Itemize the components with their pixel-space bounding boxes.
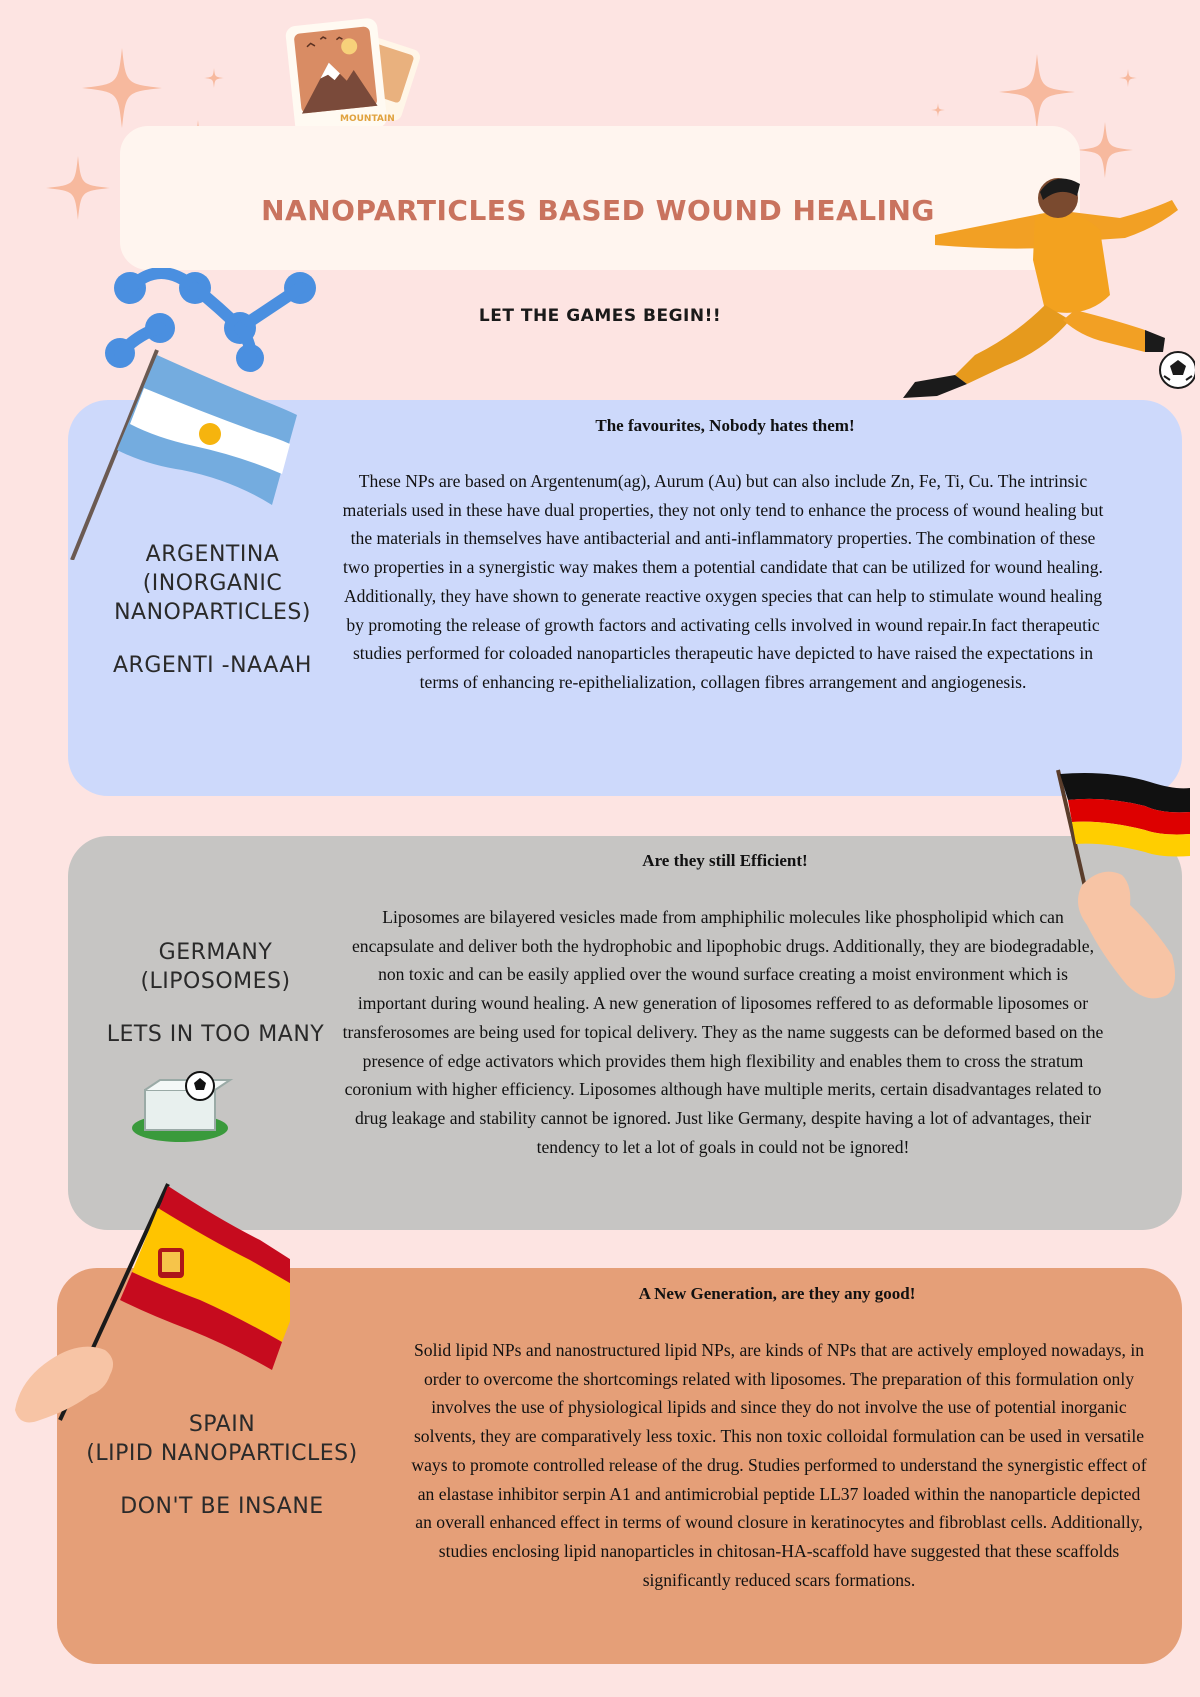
- sticker-label: MOUNTAIN: [340, 114, 395, 124]
- team-jab: DON'T BE INSANE: [120, 1494, 324, 1519]
- sparkle-icon: [82, 48, 162, 128]
- goal-icon: [130, 1068, 240, 1148]
- team-category: NANOPARTICLES): [114, 600, 311, 625]
- page-title: NANOPARTICLES BASED WOUND HEALING: [261, 193, 935, 227]
- spain-team: [72, 1410, 372, 1521]
- sparkle-icon: [931, 103, 945, 117]
- argentina-body: These NPs are based on Argentenum(ag), Aurum (Au) but can also include Zn, Fe, Ti, Cu. The intrinsic materials used in these have dual properties, they not only tend to enhance the process of wound healing but the materials in themselves have antibacterial and anti-inflammatory properties. The combination of these two properties in a synergistic way makes them a potential candidate that can be utilized for wound healing. Additionally, they have shown to generate reactive oxygen species that can help to stimulate wound healing by promoting the release of growth factors and activating cells involved in wound repair.In fact therapeutic studies performed for coloaded nanoparticles therapeutic have depicted to have raised the expectations in terms of enhancing re-epithelialization, collagen fibres arrangement and angiogenesis.: [342, 471, 1104, 692]
- footballer-illustration: [895, 170, 1195, 430]
- sparkle-icon: [1119, 69, 1137, 87]
- team-jab: LETS IN TOO MANY: [106, 1022, 325, 1047]
- team-category: (LIPOSOMES): [140, 969, 291, 994]
- germany-body: Liposomes are bilayered vesicles made from amphiphilic molecules like phospholipid which can encapsulate and deliver both the hydrophobic and lipophobic drugs. Additionally, they are biodegradable, non toxic and can be easily applied over the wound surface creating a moist environment which is important during wound healing. A new generation of liposomes reffered to as deformable liposomes or transferosomes are being used for topical delivery. They as the name suggests can be deformed based on the presence of edge activators which provides them high flexibility and enables them to cross the stratum coronium with higher efficiency. Liposomes although have multiple merits, certain disadvantages related to drug leakage and stability cannot be ignored. Just like Germany, despite having a lot of advantages, their tendency to let a lot of goals in could not be ignored!: [342, 907, 1104, 1157]
- germany-heading: Are they still Efficient!: [642, 851, 808, 870]
- team-name: ARGENTINA: [145, 542, 280, 567]
- sparkle-icon: [46, 156, 110, 220]
- spain-body: Solid lipid NPs and nanostructured lipid NPs, are kinds of NPs that are actively employed nowadays, in order to overcome the shortcomings related with liposomes. The preparation of this formulation only involves the use of physiological lipids and since they do not involve the use of potential inorganic solvents, they are comparatively less toxic. This non toxic colloidal formulation can be used in versatile ways to promote controlled release of the drug. Studies performed to understand the synergistic effect of an elastase inhibitor serpin A1 and antimicrobial peptide LL37 loaded within the nanoparticle depicted an overall enhanced effect in terms of wound closure in keratinocytes and fibroblast cells. Additionally, studies enclosing lipid nanoparticles in chitosan-HA-scaffold have suggested that these scaffolds significantly reduced scars formations.: [411, 1340, 1147, 1590]
- sparkle-icon: [204, 68, 224, 88]
- argentina-flag-icon: [62, 340, 302, 560]
- team-jab: ARGENTI -NAAAH: [113, 653, 312, 678]
- team-name: GERMANY: [158, 940, 273, 965]
- team-name: SPAIN: [188, 1412, 256, 1437]
- argentina-team: [90, 540, 335, 680]
- argentina-heading: The favourites, Nobody hates them!: [595, 416, 855, 435]
- mountain-sticker: [280, 14, 430, 134]
- team-category: (LIPID NANOPARTICLES): [86, 1441, 358, 1466]
- sparkle-icon: [999, 54, 1075, 130]
- tagline: LET THE GAMES BEGIN!!: [478, 306, 722, 326]
- team-category: (INORGANIC: [142, 571, 283, 596]
- spain-heading: A New Generation, are they any good!: [638, 1284, 916, 1303]
- germany-team: [88, 938, 343, 1049]
